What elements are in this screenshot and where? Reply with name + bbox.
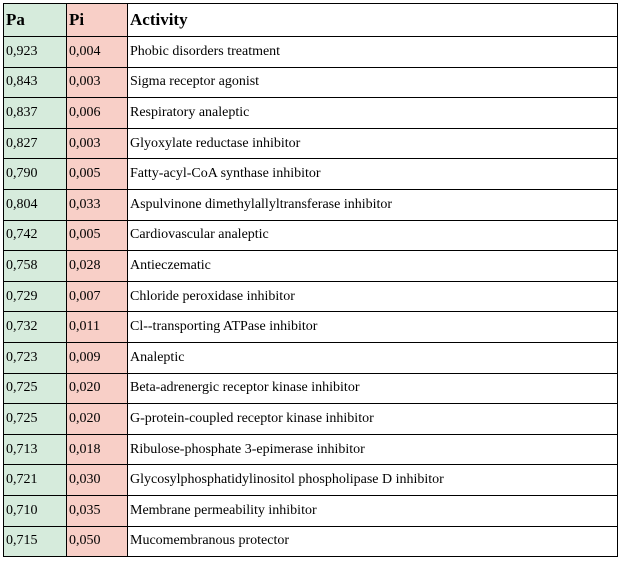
- table-row: [4, 220, 618, 251]
- pi-value-cell: 0,004: [67, 37, 128, 68]
- pa-value-cell: 0,837: [4, 98, 67, 129]
- table-row: [4, 128, 618, 159]
- pa-value-cell: 0,742: [4, 220, 67, 251]
- table-row: [4, 189, 618, 220]
- pi-value-cell: 0,007: [67, 281, 128, 312]
- pa-value-cell: 0,923: [4, 37, 67, 68]
- table-row: [4, 281, 618, 312]
- pi-value-cell: 0,020: [67, 404, 128, 435]
- pi-value-cell: 0,020: [67, 373, 128, 404]
- pi-value-cell: 0,030: [67, 465, 128, 496]
- pi-value-cell: 0,011: [67, 312, 128, 343]
- table-row: [4, 251, 618, 282]
- pi-value-cell: 0,005: [67, 159, 128, 190]
- pi-value-cell: 0,003: [67, 128, 128, 159]
- table-row: [4, 373, 618, 404]
- pa-value-cell: 0,713: [4, 434, 67, 465]
- pi-value-cell: 0,018: [67, 434, 128, 465]
- table-row: [4, 526, 618, 557]
- activity-cell: Membrane permeability inhibitor: [128, 495, 618, 526]
- table-row: [4, 342, 618, 373]
- pi-value-cell: 0,009: [67, 342, 128, 373]
- table-row: [4, 495, 618, 526]
- activity-cell: Fatty-acyl-CoA synthase inhibitor: [128, 159, 618, 190]
- pi-value-cell: 0,005: [67, 220, 128, 251]
- header-pa: Pa: [4, 4, 67, 37]
- table-row: [4, 465, 618, 496]
- activity-cell: Glyoxylate reductase inhibitor: [128, 128, 618, 159]
- activity-cell: Respiratory analeptic: [128, 98, 618, 129]
- pa-value-cell: 0,723: [4, 342, 67, 373]
- activity-cell: Chloride peroxidase inhibitor: [128, 281, 618, 312]
- activity-table: [3, 3, 618, 557]
- table-row: [4, 404, 618, 435]
- pa-value-cell: 0,758: [4, 251, 67, 282]
- activity-cell: Ribulose-phosphate 3-epimerase inhibitor: [128, 434, 618, 465]
- pa-value-cell: 0,729: [4, 281, 67, 312]
- table-row: [4, 37, 618, 68]
- table-row: [4, 312, 618, 343]
- pa-value-cell: 0,843: [4, 67, 67, 98]
- pi-value-cell: 0,050: [67, 526, 128, 557]
- header-pi: Pi: [67, 4, 128, 37]
- pi-value-cell: 0,033: [67, 189, 128, 220]
- activity-cell: Aspulvinone dimethylallyltransferase inhibitor: [128, 189, 618, 220]
- activity-cell: Analeptic: [128, 342, 618, 373]
- pa-value-cell: 0,732: [4, 312, 67, 343]
- pa-value-cell: 0,721: [4, 465, 67, 496]
- activity-cell: Mucomembranous protector: [128, 526, 618, 557]
- pa-value-cell: 0,804: [4, 189, 67, 220]
- activity-cell: G-protein-coupled receptor kinase inhibitor: [128, 404, 618, 435]
- activity-cell: Sigma receptor agonist: [128, 67, 618, 98]
- pa-value-cell: 0,725: [4, 404, 67, 435]
- table-body: [4, 37, 618, 557]
- pi-value-cell: 0,028: [67, 251, 128, 282]
- pi-value-cell: 0,003: [67, 67, 128, 98]
- activity-cell: Glycosylphosphatidylinositol phospholipase D inhibitor: [128, 465, 618, 496]
- activity-cell: Phobic disorders treatment: [128, 37, 618, 68]
- header-activity: Activity: [128, 4, 618, 37]
- pa-value-cell: 0,710: [4, 495, 67, 526]
- header-row: [4, 4, 618, 37]
- pi-value-cell: 0,035: [67, 495, 128, 526]
- activity-cell: Beta-adrenergic receptor kinase inhibitor: [128, 373, 618, 404]
- pa-value-cell: 0,725: [4, 373, 67, 404]
- pa-value-cell: 0,827: [4, 128, 67, 159]
- pa-value-cell: 0,790: [4, 159, 67, 190]
- table-row: [4, 67, 618, 98]
- pi-value-cell: 0,006: [67, 98, 128, 129]
- table-row: [4, 98, 618, 129]
- table-row: [4, 434, 618, 465]
- activity-cell: Cardiovascular analeptic: [128, 220, 618, 251]
- table-row: [4, 159, 618, 190]
- activity-cell: Cl--transporting ATPase inhibitor: [128, 312, 618, 343]
- activity-cell: Antieczematic: [128, 251, 618, 282]
- pa-value-cell: 0,715: [4, 526, 67, 557]
